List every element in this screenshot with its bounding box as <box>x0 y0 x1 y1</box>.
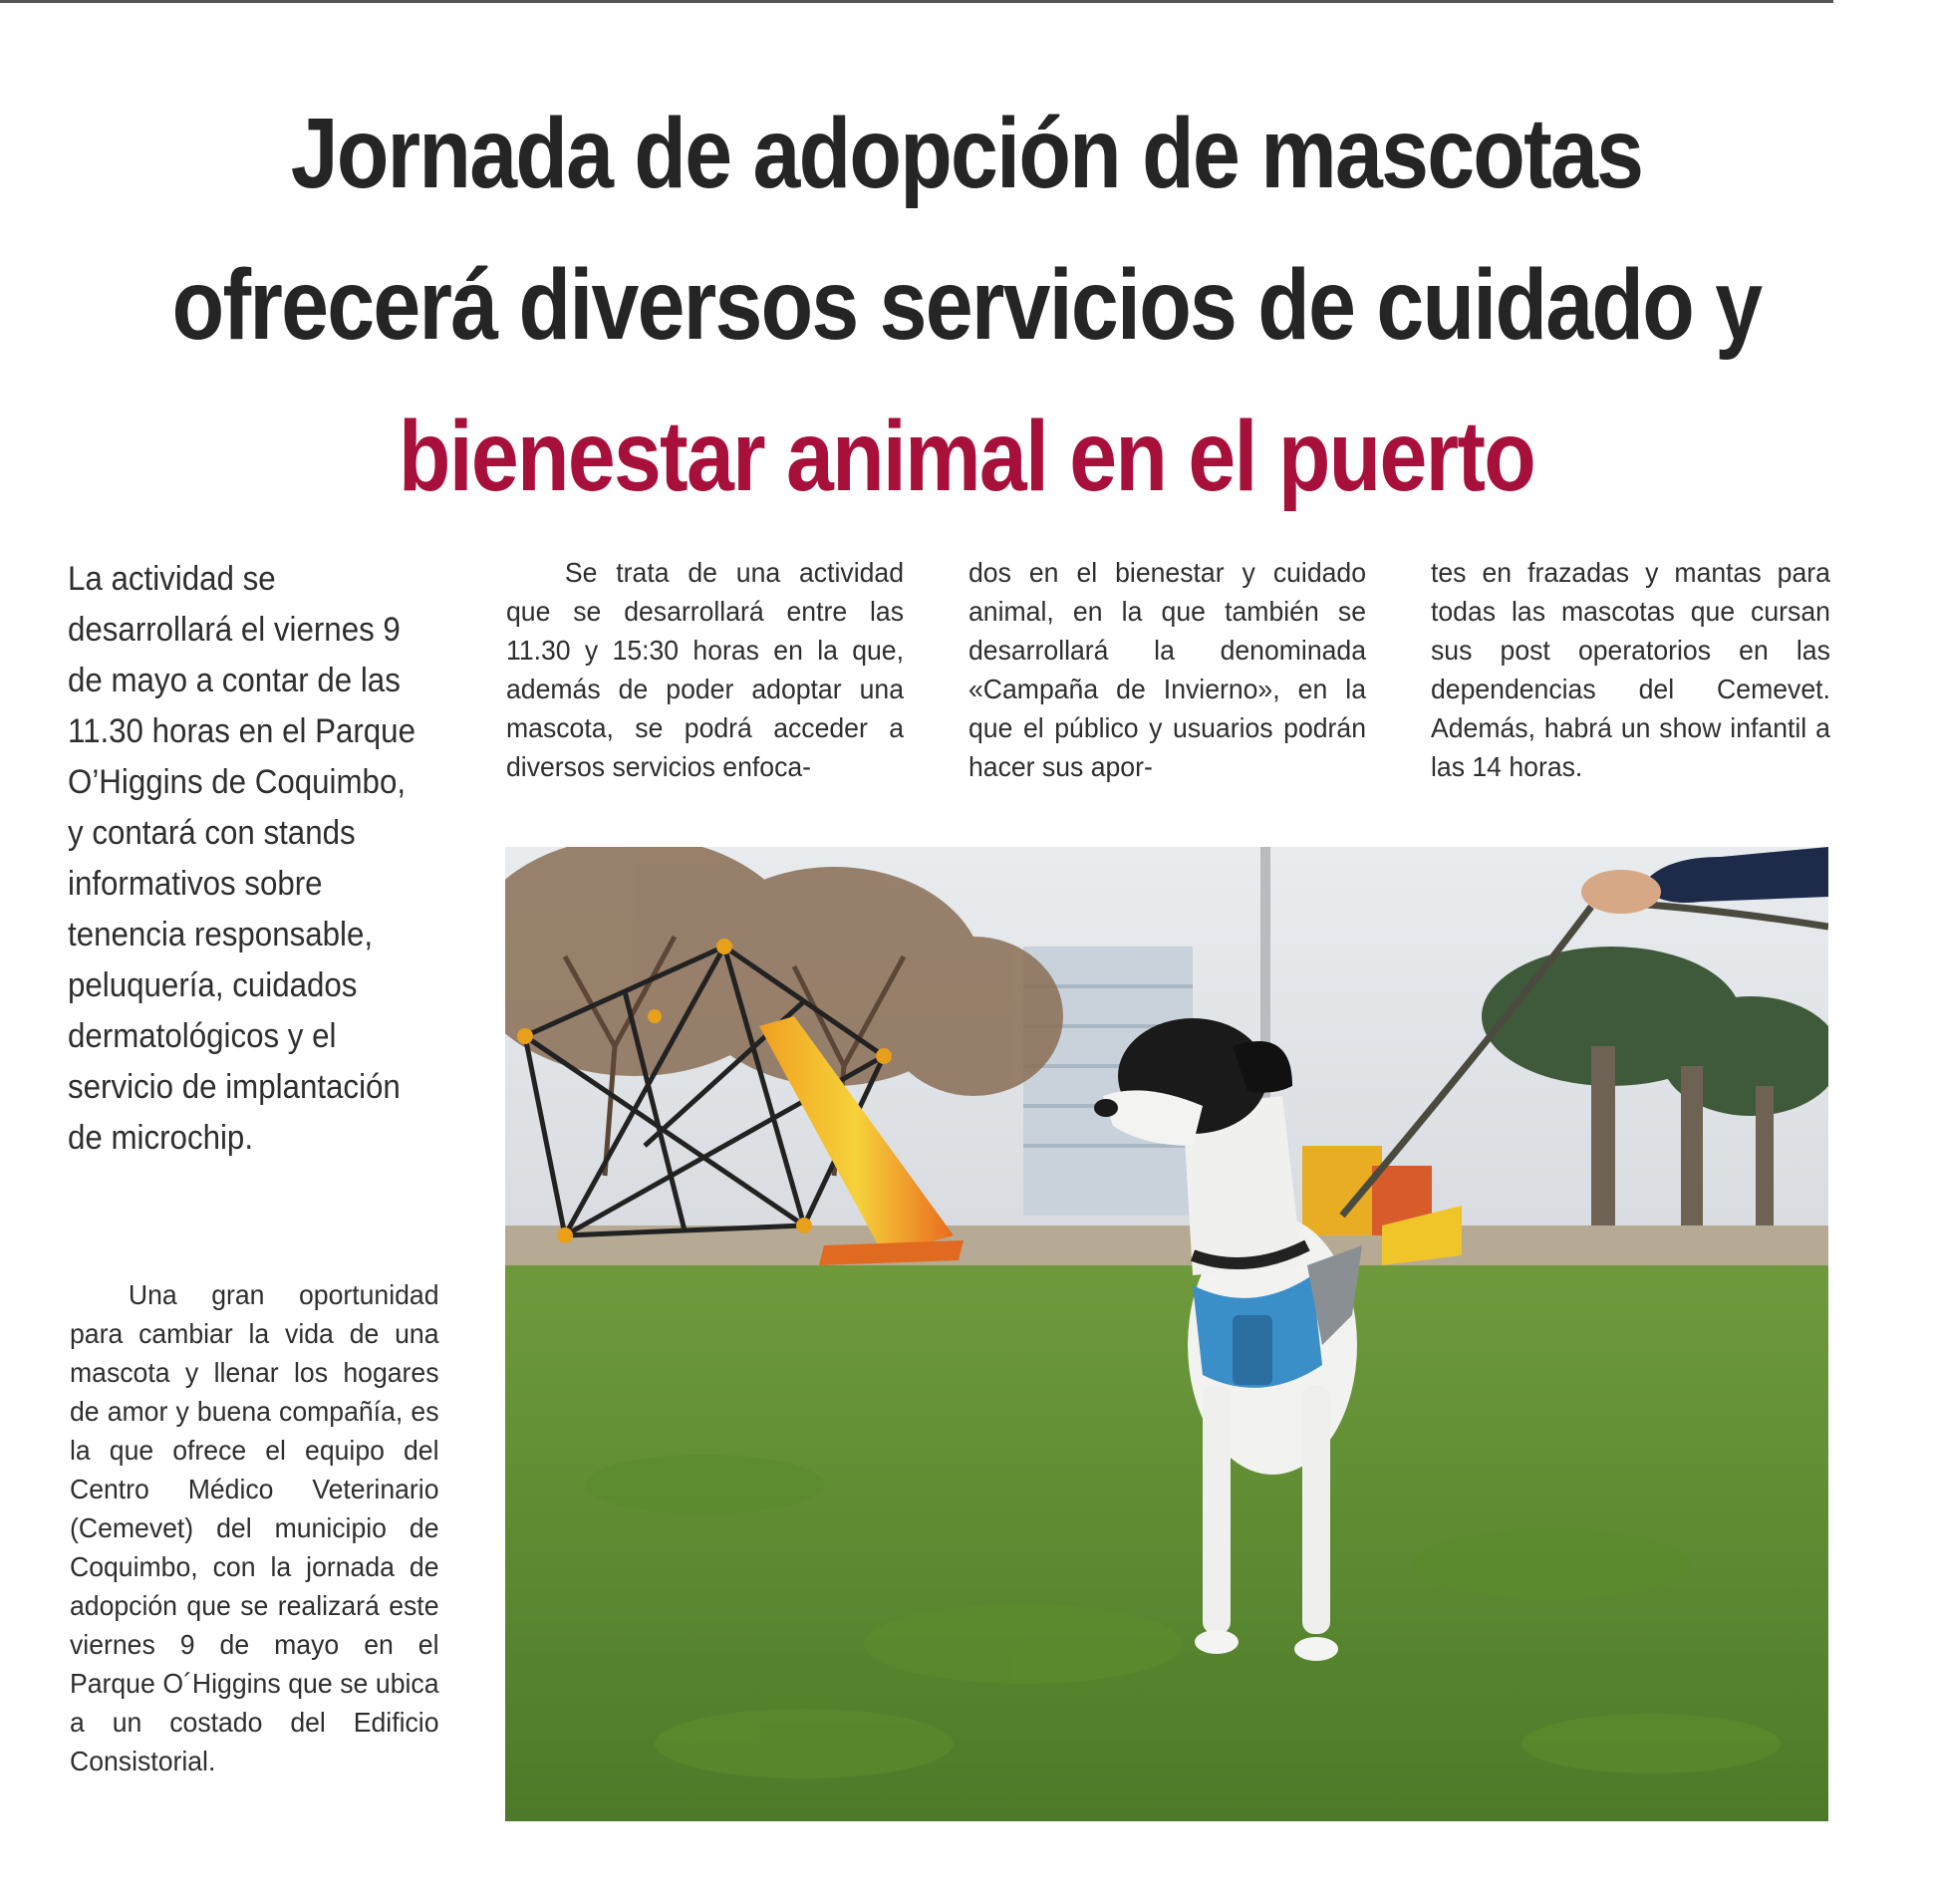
lead-paragraph: La actividad se desarrollará el viernes 9 de mayo a contar de las 11.30 horas en el Parque O’Higgins de Coquimbo, y contará con stands informativos sobre tenencia responsable, peluquería, cuidados dermatológicos y el servicio de implantación de microchip. <box>68 560 415 1157</box>
body-column-3: dos en el bienestar y cuidado animal, en la que también se desarrollará la denominada «Campaña de Invierno», en la que el público y usuarios podrán hacer sus apor- <box>968 557 1366 782</box>
body-column-2: Se trata de una actividad que se desarrollará entre las 11.30 y 15:30 horas en la que, además de poder adoptar una mascota, se podrá acceder a diversos servicios enfoca- <box>506 557 904 782</box>
headline <box>169 78 1764 532</box>
dog-in-park-photo <box>505 847 1828 1821</box>
headline-line-3: bienestar animal en el puerto <box>398 401 1535 512</box>
top-rule <box>0 0 1833 3</box>
body-column-4: tes en frazadas y mantas para todas las mascotas que cursan sus post operatorios en las dependencias del Cemevet. Además, habrá un show infantil a las 14 horas. <box>1431 557 1830 782</box>
headline-line-1: Jornada de adopción de mascotas <box>290 98 1643 209</box>
body-column-left-second: Una gran oportunidad para cambiar la vida de una mascota y llenar los hogares de amor y buena compañía, es la que ofrece el equipo del Centro Médico Veterinario (Cemevet) del municipio de Coquimbo, con la jornada de adopción que se realizará este viernes 9 de mayo en el Parque O´Higgins que se ubica a un costado del Edificio Consistorial. <box>70 1279 439 1776</box>
headline-line-2: ofrecerá diversos servicios de cuidado y <box>171 249 1762 361</box>
